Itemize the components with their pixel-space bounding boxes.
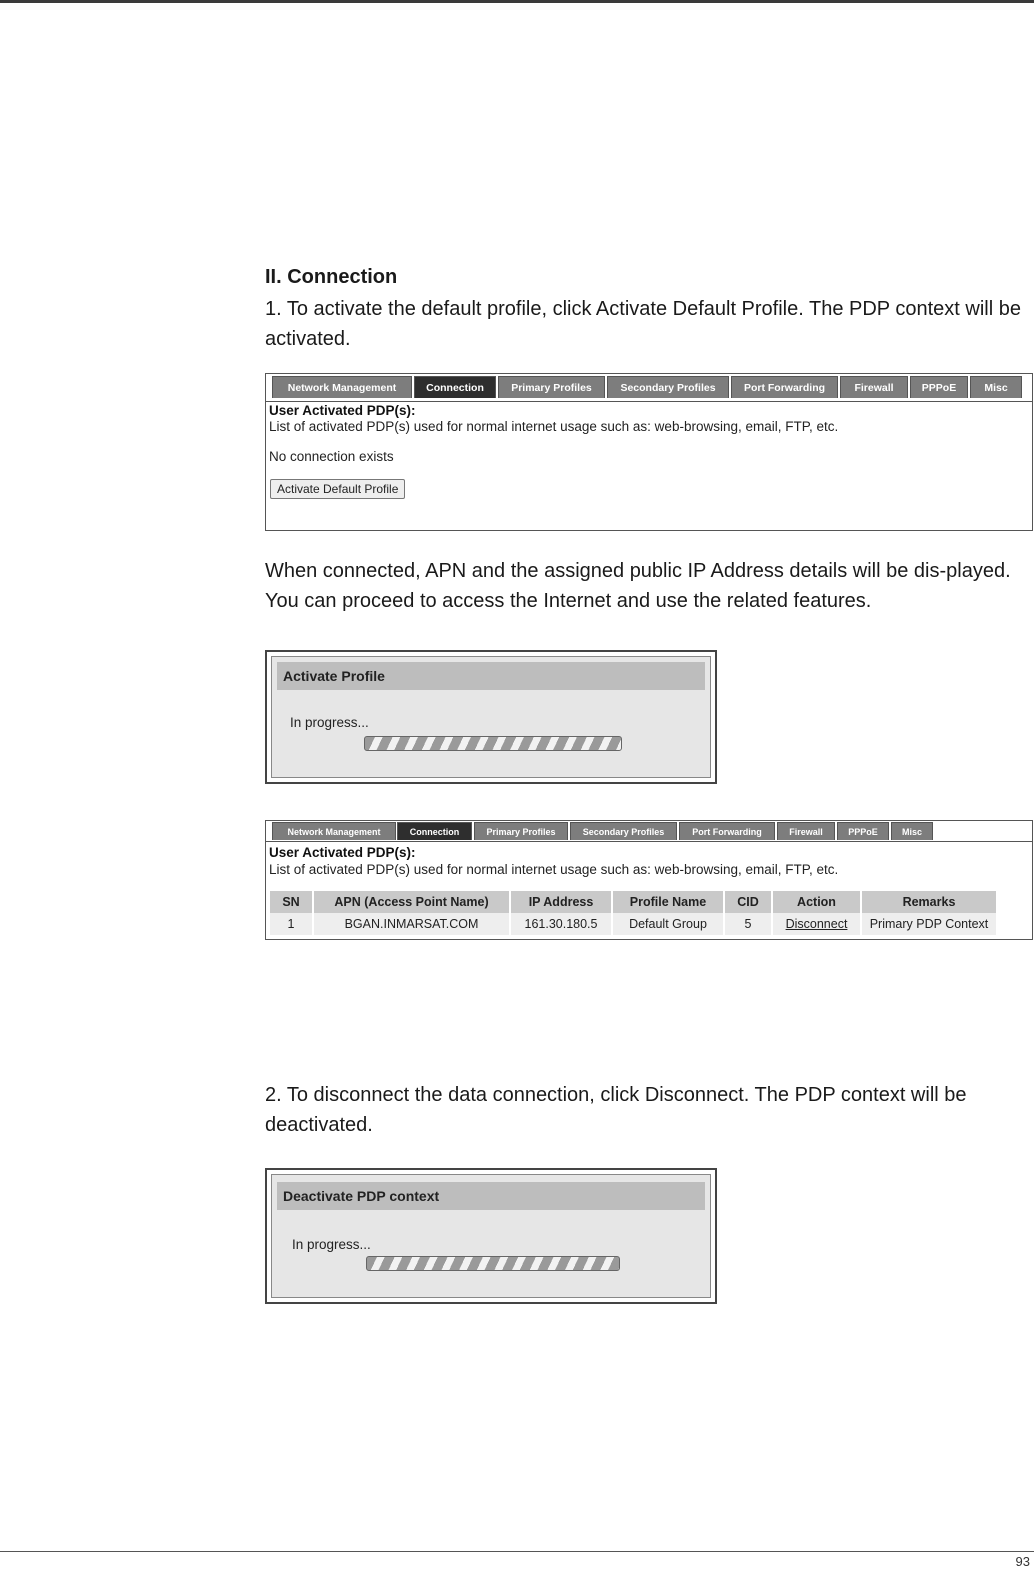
connection-panel-empty — [265, 373, 1033, 531]
pdp-list-title: User Activated PDP(s): — [269, 845, 416, 860]
tab-port-forwarding[interactable]: Port Forwarding — [679, 822, 775, 840]
pdp-list-title: User Activated PDP(s): — [269, 403, 416, 418]
tab-secondary-profiles[interactable]: Secondary Profiles — [570, 822, 677, 840]
column-header-apn: APN (Access Point Name) — [314, 891, 509, 913]
tab-connection[interactable]: Connection — [397, 822, 472, 840]
instruction-paragraph-2: When connected, APN and the assigned public IP Address details will be dis-played. You can proceed to access the Internet and use the related features. — [265, 560, 1011, 612]
dialog-body — [271, 1174, 711, 1298]
instruction-paragraph-3: 2. To disconnect the data connection, click Disconnect. The PDP context will be deactivated. — [265, 1084, 967, 1136]
tab-primary-profiles[interactable]: Primary Profiles — [474, 822, 568, 840]
tab-connection[interactable]: Connection — [414, 376, 496, 398]
tab-misc[interactable]: Misc — [970, 376, 1022, 398]
cell-ip: 161.30.180.5 — [511, 913, 611, 935]
tab-misc[interactable]: Misc — [891, 822, 933, 840]
column-header-cid: CID — [725, 891, 771, 913]
footer-rule — [0, 1551, 1034, 1552]
progress-bar — [366, 1256, 620, 1271]
activate-profile-dialog — [265, 650, 717, 784]
cell-sn: 1 — [270, 913, 312, 935]
connection-panel-connected — [265, 820, 1033, 940]
connection-status: No connection exists — [269, 449, 394, 464]
dialog-message: In progress... — [290, 715, 369, 730]
column-header-ip: IP Address — [511, 891, 611, 913]
table-row — [270, 913, 996, 935]
tab-pppoe[interactable]: PPPoE — [910, 376, 968, 398]
tab-network-management[interactable]: Network Management — [272, 376, 412, 398]
tab-secondary-profiles[interactable]: Secondary Profiles — [607, 376, 729, 398]
column-header-remarks: Remarks — [862, 891, 996, 913]
section-heading: II. Connection — [265, 266, 398, 288]
activate-default-profile-button[interactable]: Activate Default Profile — [270, 479, 405, 499]
tab-primary-profiles[interactable]: Primary Profiles — [498, 376, 605, 398]
dialog-title: Deactivate PDP context — [277, 1182, 705, 1210]
disconnect-link[interactable]: Disconnect — [773, 913, 860, 935]
column-header-profile-name: Profile Name — [613, 891, 723, 913]
tab-port-forwarding[interactable]: Port Forwarding — [731, 376, 838, 398]
top-rule — [0, 0, 1034, 3]
column-header-action: Action — [773, 891, 860, 913]
dialog-title: Activate Profile — [277, 662, 705, 690]
tab-pppoe[interactable]: PPPoE — [837, 822, 889, 840]
cell-apn: BGAN.INMARSAT.COM — [314, 913, 509, 935]
progress-bar — [364, 736, 622, 751]
deactivate-pdp-dialog — [265, 1168, 717, 1304]
tab-bar — [266, 374, 1032, 402]
cell-cid: 5 — [725, 913, 771, 935]
pdp-list-description: List of activated PDP(s) used for normal internet usage such as: web-browsing, email, FTP, etc. — [269, 419, 839, 434]
table-header-row — [270, 891, 996, 913]
cell-profile-name: Default Group — [613, 913, 723, 935]
dialog-message: In progress... — [292, 1237, 371, 1252]
cell-remarks: Primary PDP Context — [862, 913, 996, 935]
pdp-list-description: List of activated PDP(s) used for normal internet usage such as: web-browsing, email, FTP, etc. — [269, 862, 839, 877]
tab-network-management[interactable]: Network Management — [272, 822, 396, 840]
dialog-body — [271, 656, 711, 778]
pdp-table — [268, 891, 998, 935]
page-number: 93 — [1015, 1554, 1030, 1569]
tab-firewall[interactable]: Firewall — [840, 376, 908, 398]
tab-firewall[interactable]: Firewall — [777, 822, 835, 840]
instruction-paragraph-1: 1. To activate the default profile, click Activate Default Profile. The PDP context will be activated. — [265, 298, 1021, 350]
column-header-sn: SN — [270, 891, 312, 913]
tab-bar — [266, 821, 1032, 842]
